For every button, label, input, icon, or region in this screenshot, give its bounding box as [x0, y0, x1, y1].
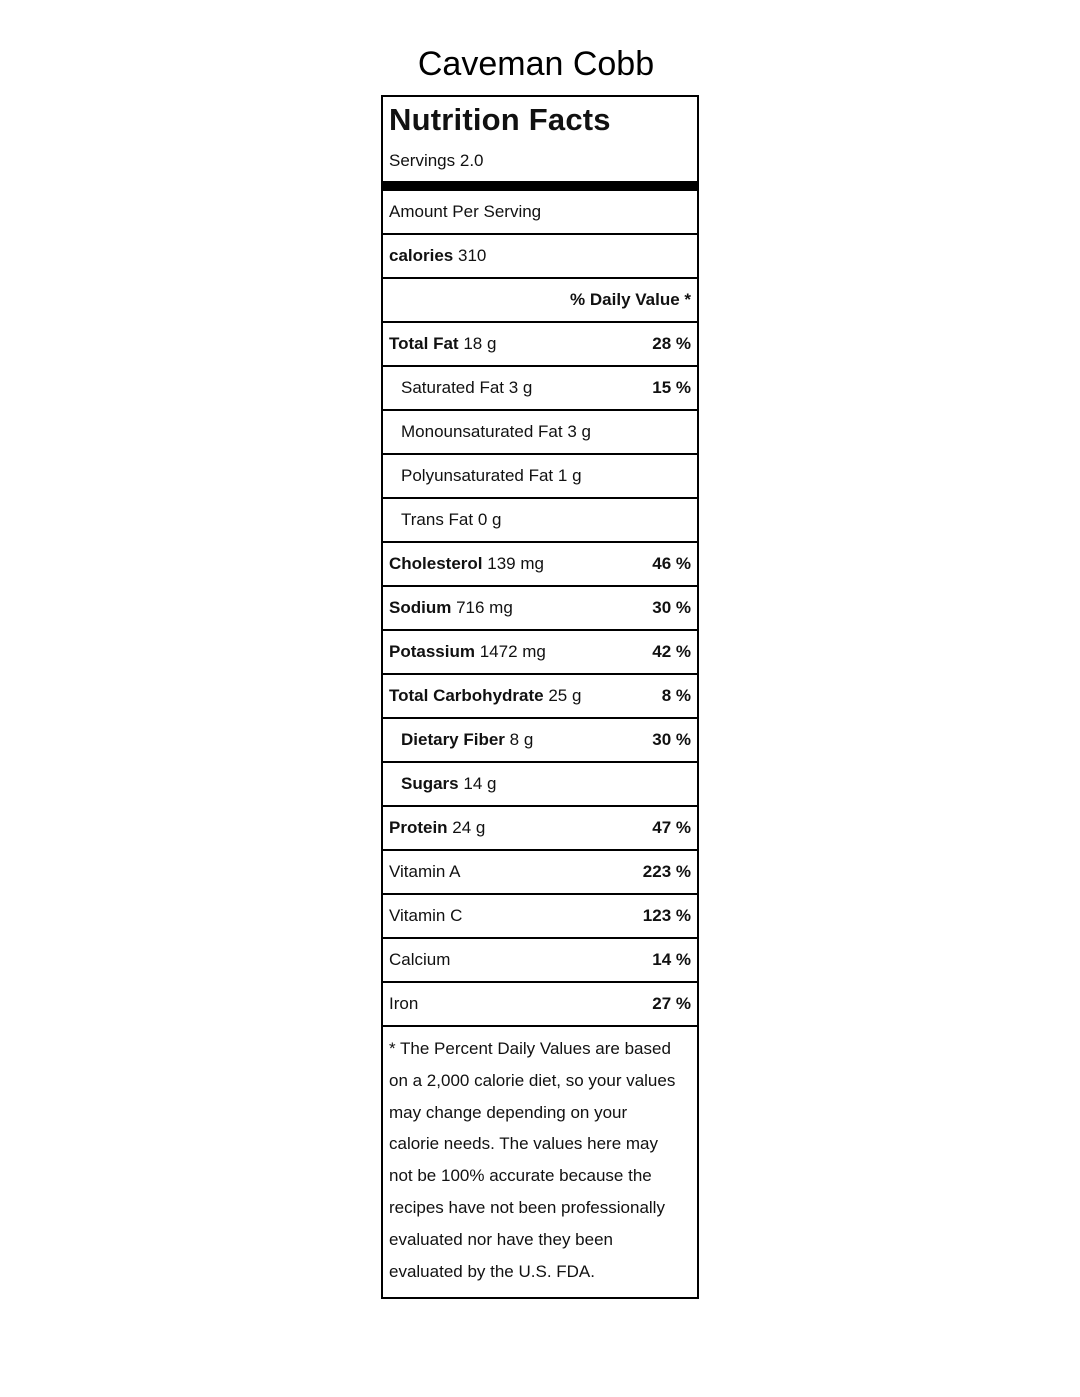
servings: Servings 2.0 [389, 151, 484, 170]
nutrient-name: Monounsaturated Fat [401, 422, 563, 441]
amount-per-serving-row [383, 191, 697, 235]
nutrient-row [383, 323, 697, 367]
vitamin-name: Vitamin A [389, 862, 461, 881]
daily-value-header-row [383, 279, 697, 323]
amount-per-serving: Amount Per Serving [389, 202, 542, 221]
nutrient-daily-value: 47 % [652, 818, 691, 837]
vitamin-row [383, 895, 697, 939]
footnote-line: * The Percent Daily Values are based [389, 1039, 671, 1058]
footnote [383, 1027, 697, 1297]
nutrient-amount: 25 g [548, 686, 582, 705]
nutrient-amount: 3 g [508, 378, 533, 397]
nutrient-row [383, 499, 697, 543]
vitamin-name: Iron [389, 994, 419, 1013]
nutrient-daily-value: 42 % [652, 642, 691, 661]
nutrient-amount: 24 g [452, 818, 486, 837]
daily-value-header: % Daily Value * [570, 290, 691, 309]
nutrient-amount: 14 g [463, 774, 497, 793]
vitamin-daily-value: 223 % [642, 862, 691, 881]
nutrient-name: Dietary Fiber [401, 730, 505, 749]
nutrient-daily-value: 28 % [652, 334, 691, 353]
nutrient-amount: 3 g [567, 422, 591, 441]
nutrient-amount: 716 mg [456, 598, 513, 617]
vitamin-daily-value: 27 % [652, 994, 691, 1013]
nutrient-daily-value: 30 % [652, 730, 691, 749]
nutrient-name: Saturated Fat [401, 378, 505, 397]
nutrient-amount: 1 g [557, 466, 582, 485]
label-heading: Nutrition Facts [389, 102, 611, 137]
nutrient-row [383, 455, 697, 499]
vitamin-daily-value: 14 % [652, 950, 691, 969]
nutrient-name: Trans Fat [401, 510, 474, 529]
nutrient-row [383, 411, 697, 455]
calories-value: 310 [458, 246, 487, 265]
nutrient-amount: 8 g [509, 730, 534, 749]
footnote-line: may change depending on your [389, 1102, 628, 1122]
footnote-line: not be 100% accurate because the [389, 1166, 652, 1186]
label-header [383, 97, 697, 191]
nutrient-amount: 18 g [463, 334, 497, 353]
nutrient-name: Polyunsaturated Fat [401, 466, 554, 485]
nutrient-amount: 1472 mg [479, 642, 546, 661]
vitamin-row [383, 851, 697, 895]
nutrient-daily-value: 15 % [652, 378, 691, 397]
nutrient-daily-value: 8 % [661, 686, 691, 705]
footnote-line: evaluated nor have they been [389, 1229, 614, 1249]
nutrient-row [383, 543, 697, 587]
nutrient-name: Potassium [389, 642, 475, 661]
footnote-line: evaluated by the U.S. FDA. [389, 1261, 595, 1281]
footnote-line: recipes have not been professionally [389, 1197, 665, 1217]
vitamin-name: Calcium [389, 950, 451, 969]
vitamin-name: Vitamin C [389, 906, 463, 925]
nutrient-name: Protein [389, 818, 448, 837]
nutrient-amount: 0 g [477, 510, 502, 529]
nutrient-name: Cholesterol [389, 554, 483, 573]
calories-label: calories [389, 246, 454, 265]
nutrient-row [383, 763, 697, 807]
nutrient-name: Total Carbohydrate [389, 686, 544, 705]
vitamin-row [383, 983, 697, 1027]
nutrient-row [383, 367, 697, 411]
nutrient-row [383, 719, 697, 763]
nutrient-row [383, 631, 697, 675]
footnote-line: on a 2,000 calorie diet, so your values [389, 1070, 676, 1090]
vitamin-daily-value: 123 % [642, 906, 691, 925]
recipe-title: Caveman Cobb [417, 45, 655, 83]
nutrient-daily-value: 46 % [652, 554, 691, 573]
nutrient-row [383, 675, 697, 719]
nutrient-row [383, 807, 697, 851]
nutrient-name: Sodium [389, 598, 452, 617]
calories-row [383, 235, 697, 279]
nutrient-name: Sugars [401, 774, 459, 793]
nutrient-daily-value: 30 % [652, 598, 691, 617]
vitamin-row [383, 939, 697, 983]
footnote-line: calorie needs. The values here may [389, 1134, 659, 1154]
nutrient-row [383, 587, 697, 631]
nutrition-facts-label [381, 95, 699, 1299]
nutrient-amount: 139 mg [487, 554, 544, 573]
nutrient-name: Total Fat [389, 334, 459, 353]
